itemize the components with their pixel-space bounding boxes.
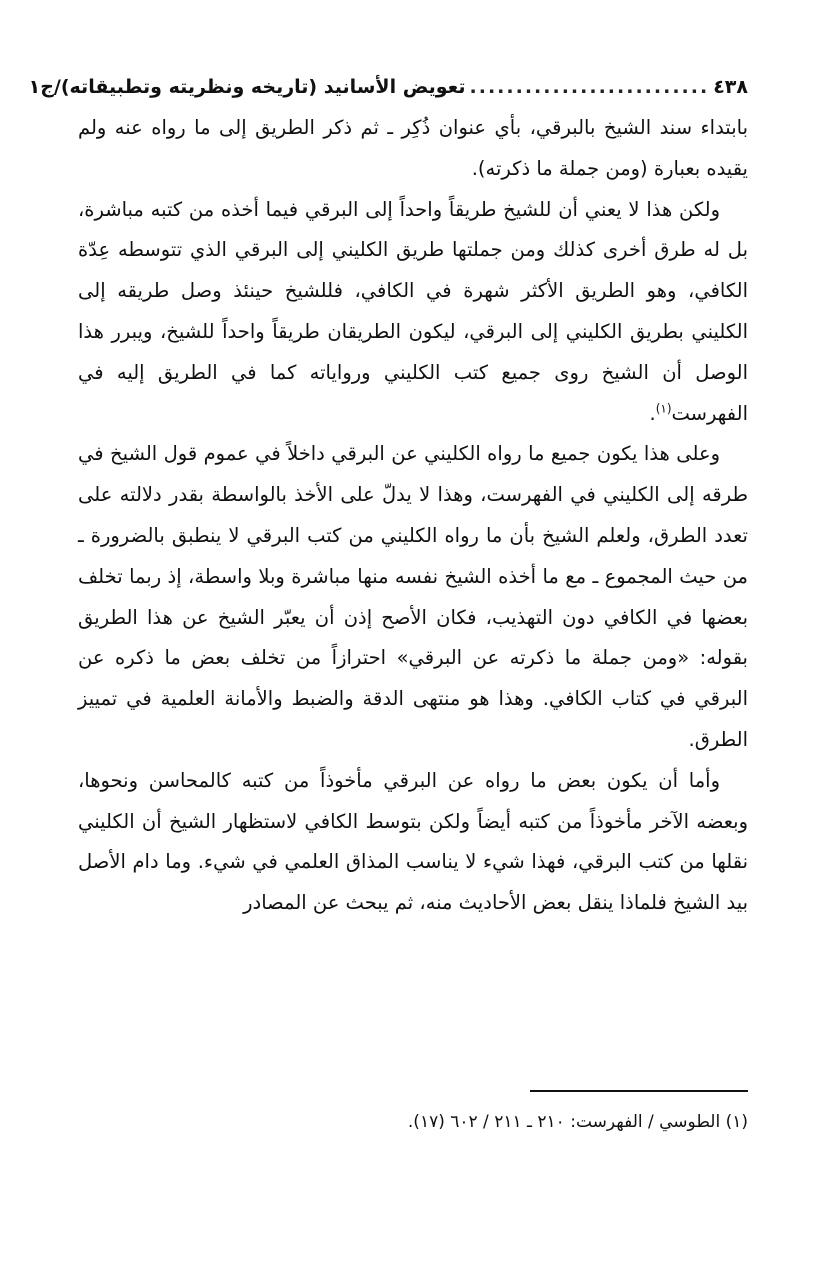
footnote-reference[interactable]: (١) bbox=[655, 401, 672, 416]
book-title: تعويض الأسانيد (تاريخه ونظريته وتطبيقاته)/ج١ bbox=[28, 76, 466, 98]
page bbox=[28, 70, 748, 924]
paragraph-2 bbox=[78, 190, 748, 435]
paragraph-1 bbox=[78, 108, 748, 190]
footnote-separator bbox=[530, 1090, 748, 1092]
main-text bbox=[78, 108, 748, 924]
paragraph-3 bbox=[78, 434, 748, 760]
footnote bbox=[78, 1108, 748, 1136]
footnote-text: (١) الطوسي / الفهرست: ٢١٠ ـ ٢١١ / ٦٠٢ (١٧). bbox=[407, 1112, 748, 1132]
running-header bbox=[28, 70, 748, 104]
header-leader-dots: .......................... bbox=[469, 76, 710, 98]
paragraph-4 bbox=[78, 761, 748, 924]
paragraph-text: ولكن هذا لا يعني أن للشيخ طريقاً واحداً إلى البرقي فيما أخذه من كتبه مباشرة، بل له طرق أخرى كذلك ومن جملتها طريق الكليني إلى البرقي الذي تتوسطه عِدّة الكافي، وهو الطريق الأكثر شهرة في الكافي، فللشيخ حينئذ وصل طريقه إلى الكليني بطريق الكليني إلى البرقي، ليكون الطريقان طريقاً واحداً للشيخ، ويبرر هذا الوصل أن الشيخ روى جميع كتب الكليني ورواياته كما في الطريق إليه في الفهرست bbox=[78, 197, 748, 425]
paragraph-end-punctuation: . bbox=[649, 401, 656, 425]
paragraph-text: بابتداء سند الشيخ بالبرقي، بأي عنوان ذُكِر ـ ثم ذكر الطريق إلى ما رواه عنه ولم يقيده بعبارة (ومن جملة ما ذكرته). bbox=[78, 116, 748, 180]
paragraph-text: وعلى هذا يكون جميع ما رواه الكليني عن البرقي داخلاً في عموم قول الشيخ في طرقه إلى الكليني في الفهرست، وهذا لا يدلّ على الأخذ بالواسطة بقدر دلالته على تعدد الطرق، ولعلم الشيخ بأن ما رواه الكليني من كتب البرقي لا ينطبق بالضرورة ـ من حيث المجموع ـ مع ما أخذه الشيخ نفسه منها مباشرة وبلا واسطة، إذ ربما تخلف بعضها في الكافي دون التهذيب، فكان الأصح إذن أن يعبّر الشيخ عن هذا الطريق بقوله: «ومن جملة ما ذكرته عن البرقي» احترازاً من تخلف بعض ما ذكره عن البرقي في كتاب الكافي. وهذا هو منتهى الدقة والضبط والأمانة العلمية في تمييز الطرق. bbox=[78, 442, 748, 751]
paragraph-text: وأما أن يكون بعض ما رواه عن البرقي مأخوذاً من كتبه كالمحاسن ونحوها، وبعضه الآخر مأخوذاً من كتبه أيضاً ولكن بتوسط الكافي لاستظهار الشيخ أن الكليني نقلها من كتب البرقي، فهذا شيء لا يناسب المذاق العلمي في شيء. وما دام الأصل بيد الشيخ فلماذا ينقل بعض الأحاديث منه، ثم يبحث عن المصادر bbox=[78, 768, 748, 915]
page-number: ٤٣٨ bbox=[713, 76, 748, 98]
